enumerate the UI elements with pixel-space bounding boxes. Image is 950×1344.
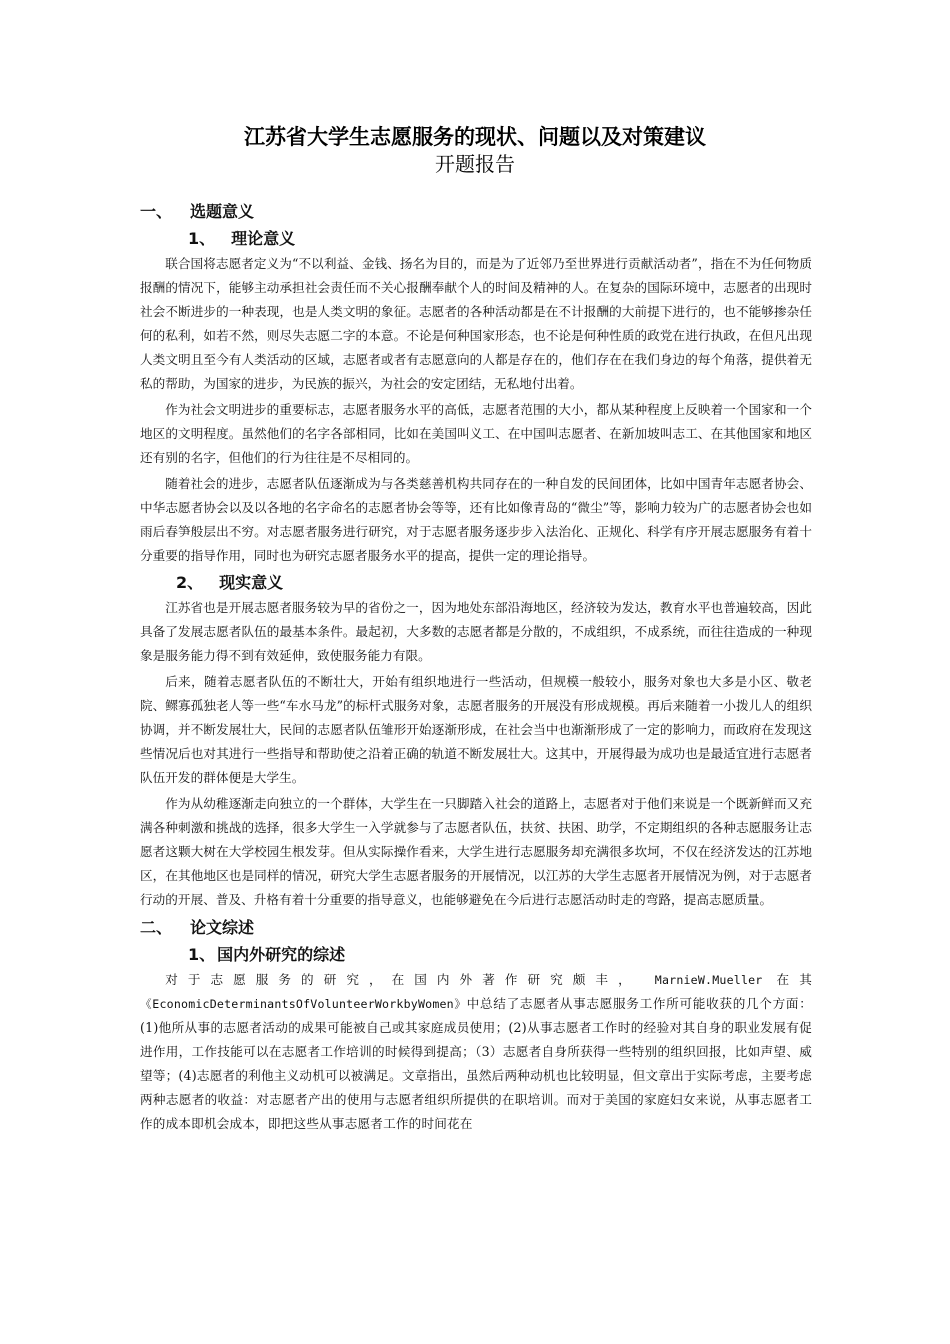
paragraph — [140, 968, 812, 1136]
paragraph: 作为社会文明进步的重要标志，志愿者服务水平的高低，志愿者范围的大小，都从某种程度上反映着一个国家和一个地区的文明程度。虽然他们的名字各部相同，比如在美国叫义工、在中国叫志愿者、在新加坡叫志工、在其他国家和地区还有别的名字，但他们的行为往往是不尽相同的。 — [140, 402, 812, 465]
paragraph-text: 对于志愿服务的研究，在国内外著作研究颇丰， — [165, 972, 641, 987]
subsection-number: 1、 — [188, 945, 216, 964]
book-title: 《EconomicDeterminantsOfVolunteerWorkbyWomen》 — [140, 997, 467, 1011]
author-name: MarnieW.Mueller — [654, 973, 763, 987]
document-body — [140, 198, 812, 1138]
paragraph-text: 中总结了志愿者从事志愿服务工作所可能收获的几个方面：(1)他所从事的志愿者活动的成果可能被自己或其家庭成员使用；(2)从事志愿者工作时的经验对其自身的职业发展有促进作用，工作技能可以在志愿者工作培训的时候得到提高；（3）志愿者自身所获得一些特别的组织回报，比如声望、威望等；(4)志愿者的利他主义动机可以被满足。文章指出，虽然后两种动机也比较明显，但文章出于实际考虑，主要考虑两种志愿者的收益：对志愿者产出的使用与志愿者组织所提供的在职培训。而对于美国的家庭妇女来说，从事志愿者工作的成本即机会成本，即把这些从事志愿者工作的时间花在 — [140, 996, 812, 1131]
paragraph: 作为从幼稚逐渐走向独立的一个群体，大学生在一只脚踏入社会的道路上，志愿者对于他们来说是一个既新鲜而又充满各种刺激和挑战的选择，很多大学生一入学就参与了志愿者队伍，扶贫、扶困、助学，不定期组织的各种志愿服务让志愿者这颗大树在大学校园生根发芽。但从实际操作看来，大学生进行志愿服务却充满很多坎坷，不仅在经济发达的江苏地区，在其他地区也是同样的情况，研究大学生志愿者服务的开展情况，以江苏的大学生志愿者开展情况为例，对于志愿者行动的开展、普及、升格有着十分重要的指导意义，也能够避免在今后进行志愿活动时走的弯路，提高志愿质量。 — [140, 796, 812, 907]
subsection-number: 1、 — [188, 229, 216, 248]
subsection-heading-2-1 — [140, 942, 812, 968]
section-number: 一、 — [140, 202, 173, 221]
section-title: 选题意义 — [190, 202, 255, 221]
section-title: 论文综述 — [190, 918, 255, 937]
document-subtitle: 开题报告 — [435, 152, 515, 176]
subsection-title: 理论意义 — [231, 229, 296, 248]
document-title: 江苏省大学生志愿服务的现状、问题以及对策建议 — [244, 125, 706, 149]
paragraph: 联合国将志愿者定义为“不以利益、金钱、扬名为目的，而是为了近邻乃至世界进行贡献活动者”，指在不为任何物质报酬的情况下，能够主动承担社会责任而不关心报酬奉献个人的时间及精神的人。在复杂的国际环境中，志愿者的出现时社会不断进步的一种表现，也是人类文明的象征。志愿者的各种活动都是在不计报酬的大前提下进行的，也不能够掺杂任何的私利，如若不然，则尽失志愿二字的本意。不论是何种国家形态，也不论是何种性质的政党在进行执政，在但凡出现人类文明且至今有人类活动的区域，志愿者或者有志愿意向的人都是存在的，他们存在在我们身边的每个角落，提供着无私的帮助，为国家的进步，为民族的振兴，为社会的安定团结，无私地付出着。 — [140, 256, 812, 391]
subsection-heading-1-2 — [140, 570, 812, 596]
section-heading-1 — [140, 198, 812, 226]
paragraph-text: 在其 — [776, 972, 812, 987]
title-block — [0, 124, 950, 178]
subsection-heading-1-1 — [140, 226, 812, 252]
paragraph: 后来，随着志愿者队伍的不断壮大，开始有组织地进行一些活动，但规模一般较小，服务对象也大多是小区、敬老院、鳏寡孤独老人等一些“车水马龙”的标杆式服务对象，志愿者服务的开展没有形成规模。再后来随着一小拨儿人的组织协调，并不断发展壮大，民间的志愿者队伍雏形开始逐渐形成，在社会当中也渐渐形成了一定的影响力，而政府在发现这些情况后也对其进行一些指导和帮助使之沿着正确的轨道不断发展壮大。这其中，开展得最为成功也是最适宜进行志愿者队伍开发的群体便是大学生。 — [140, 674, 812, 785]
subsection-title: 现实意义 — [219, 573, 284, 592]
section-heading-2 — [140, 914, 812, 942]
subsection-number: 2、 — [176, 573, 204, 592]
paragraph: 江苏省也是开展志愿者服务较为早的省份之一，因为地处东部沿海地区，经济较为发达，教育水平也普遍较高，因此具备了发展志愿者队伍的最基本条件。最起初，大多数的志愿者都是分散的，不成组织，不成系统，而往往造成的一种现象是服务能力得不到有效延伸，致使服务能力有限。 — [140, 600, 812, 663]
subsection-title: 国内外研究的综述 — [217, 945, 346, 964]
paragraph: 随着社会的进步，志愿者队伍逐渐成为与各类慈善机构共同存在的一种自发的民间团体，比如中国青年志愿者协会、中华志愿者协会以及以各地的名字命名的志愿者协会等等，还有比如像青岛的“微尘”等，影响力较为广的志愿者协会也如雨后春笋般层出不穷。对志愿者服务进行研究，对于志愿者服务逐步步入法治化、正规化、科学有序开展志愿服务有着十分重要的指导作用，同时也为研究志愿者服务水平的提高，提供一定的理论指导。 — [140, 476, 812, 563]
section-number: 二、 — [140, 918, 173, 937]
